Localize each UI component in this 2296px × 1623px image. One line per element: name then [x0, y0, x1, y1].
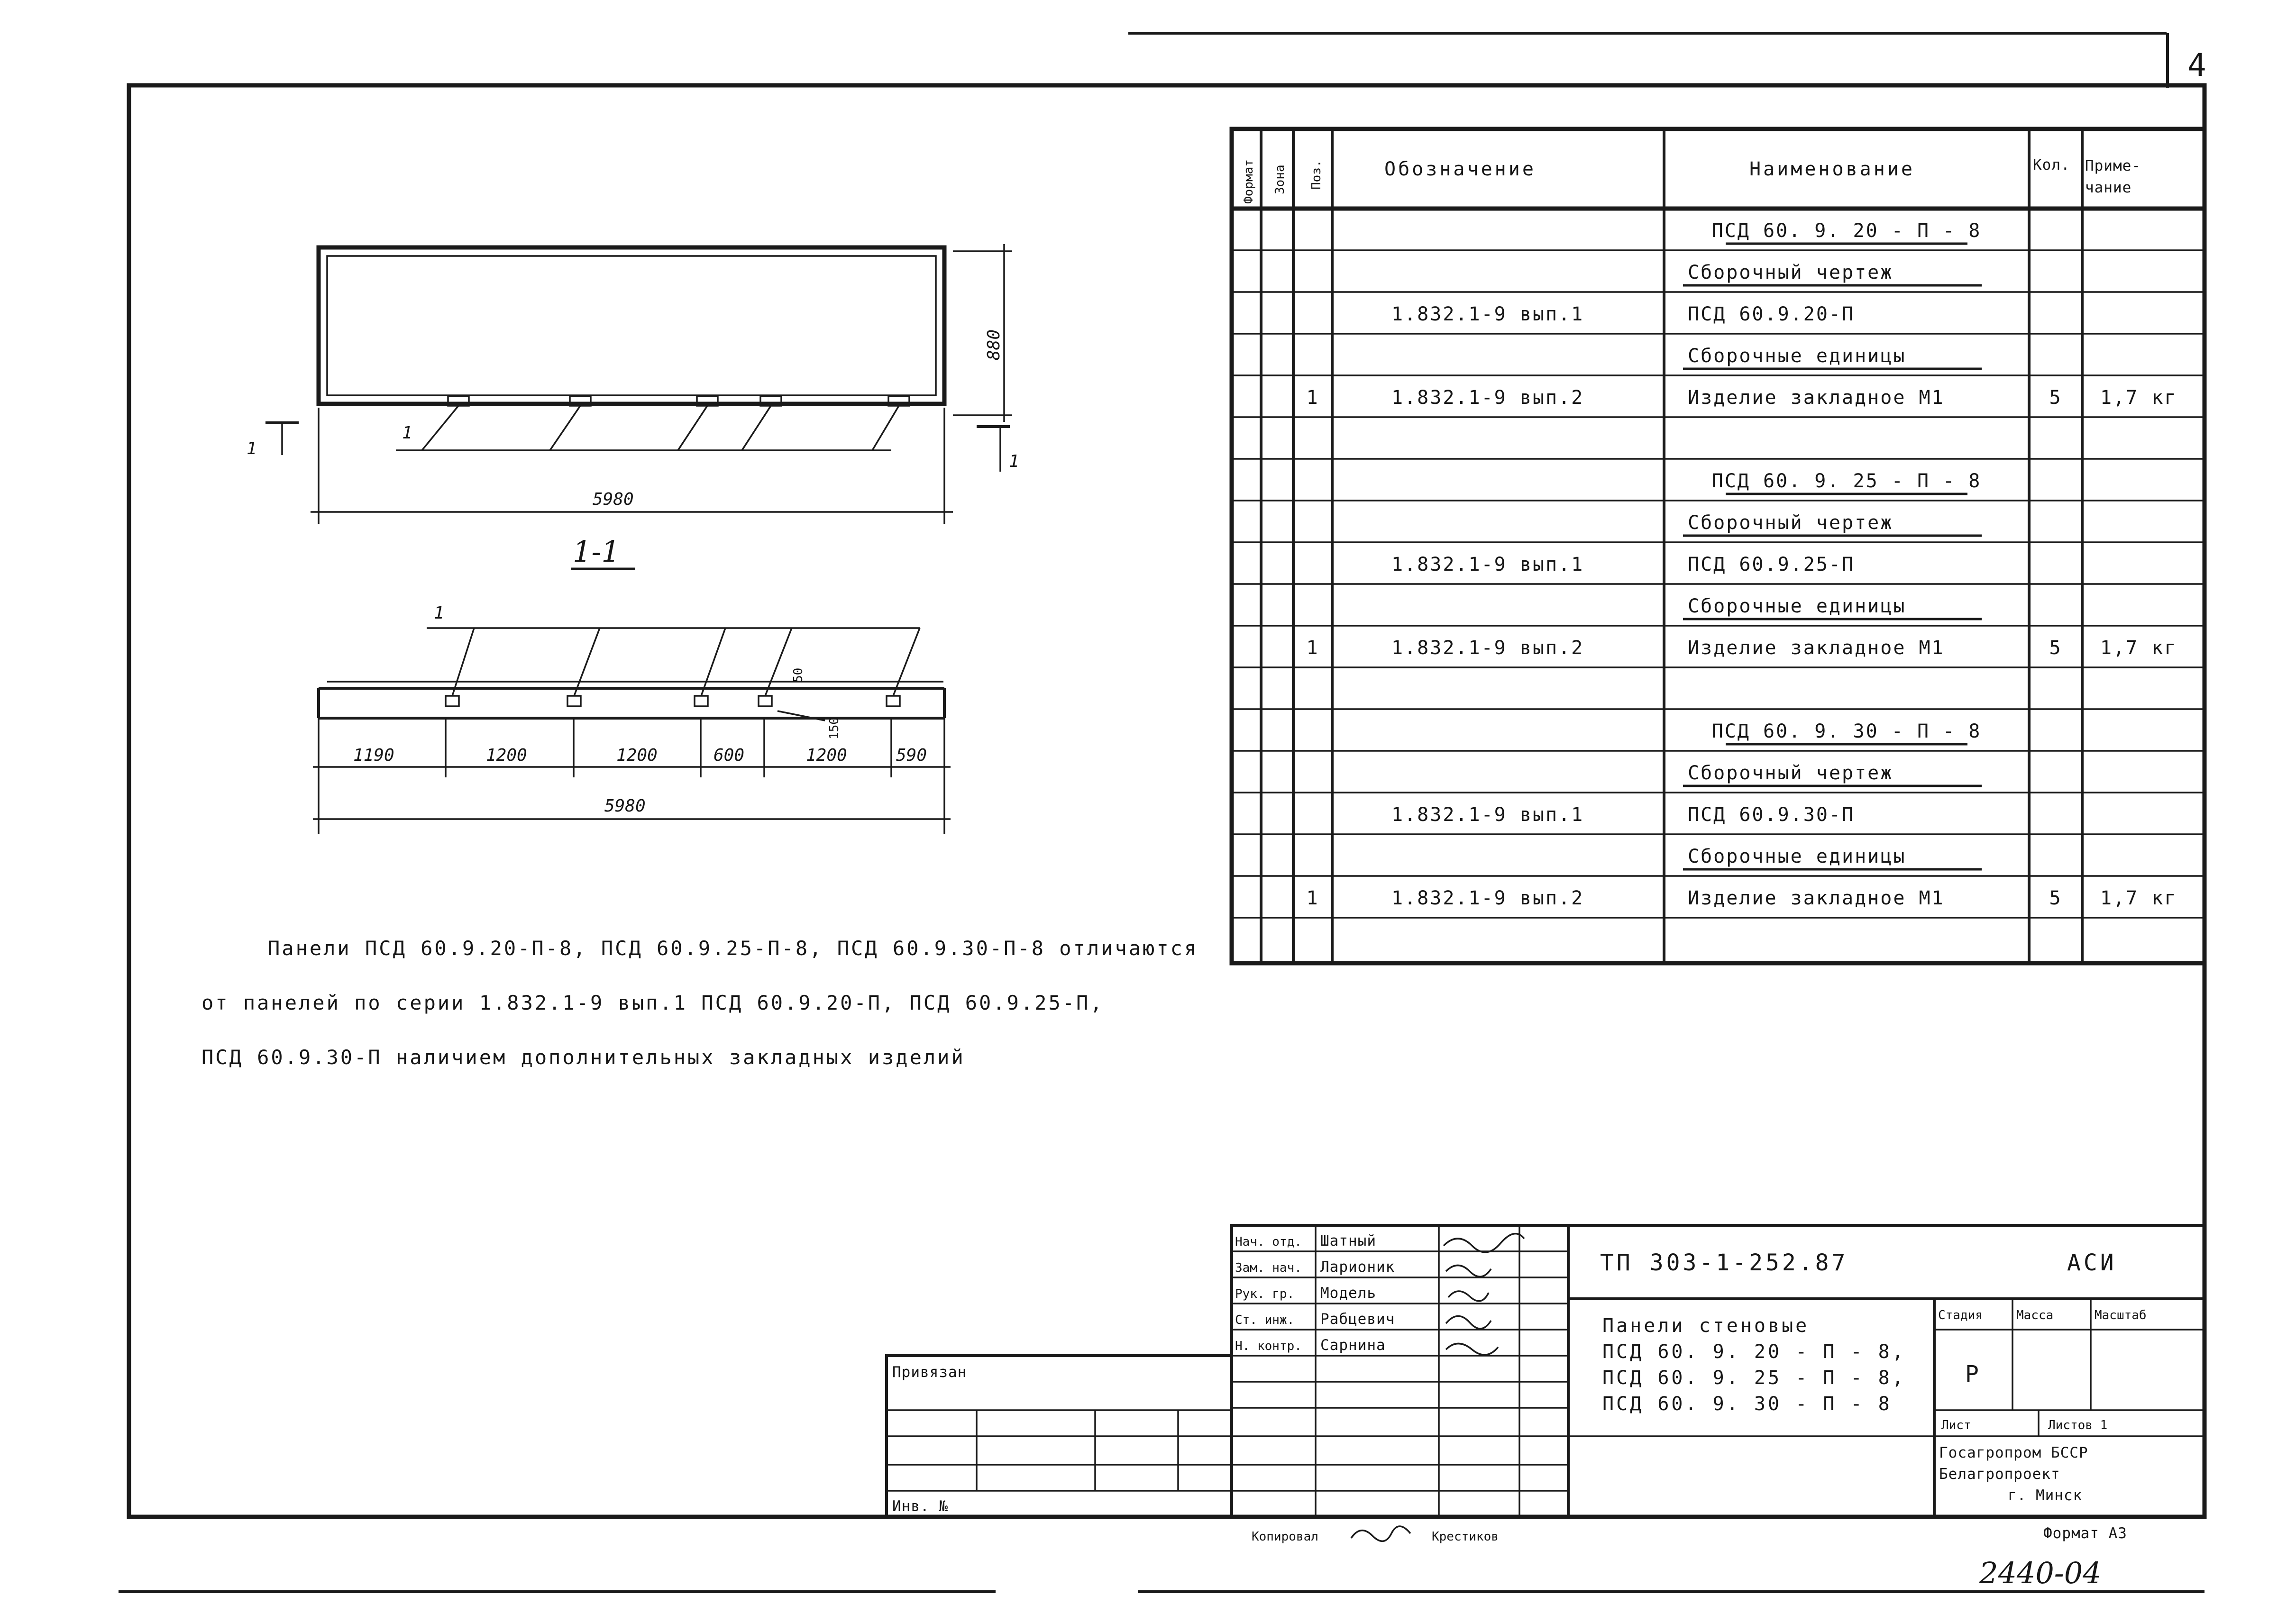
dim-chain-value: 590 — [896, 746, 927, 765]
spec-cell-designation: 1.832.1-9 вып.1 — [1391, 303, 1584, 325]
spec-cell-note: 1,7 кг — [2100, 387, 2177, 409]
header-designation: Обозначение — [1384, 158, 1536, 180]
specification-table — [1232, 129, 2205, 963]
staff-role: Н. контр. — [1235, 1339, 1302, 1353]
header-name: Наименование — [1749, 158, 1915, 180]
staff-name: Сарнина — [1320, 1337, 1386, 1354]
drawing-title-line: ПСД 60. 9. 20 - П - 8, — [1602, 1341, 1906, 1363]
spec-cell-designation: 1.832.1-9 вып.2 — [1391, 637, 1584, 659]
inventory-label: Инв. № — [892, 1498, 948, 1515]
spec-cell-designation: 1.832.1-9 вып.2 — [1391, 387, 1584, 409]
sheets-label: Листов 1 — [2048, 1418, 2108, 1432]
scale-label: Масштаб — [2095, 1308, 2147, 1322]
leader-line — [765, 628, 792, 696]
header-note-line1: Приме- — [2085, 157, 2141, 174]
dim-chain-value: 600 — [713, 746, 745, 765]
staff-name: Шатный — [1320, 1232, 1376, 1249]
copied-label: Копировал — [1252, 1530, 1318, 1544]
leader-line — [701, 628, 725, 696]
staff-name: Модель — [1320, 1285, 1376, 1302]
drawing-note — [201, 937, 1198, 1069]
dim-small-top: 50 — [791, 667, 805, 683]
document-number: 2440-04 — [1979, 1556, 2102, 1590]
note-line: ПСД 60.9.30-П наличием дополнительных закладных изделий — [201, 1046, 965, 1069]
stage-label: Стадия — [1938, 1308, 1983, 1322]
spec-cell-pos: 1 — [1306, 887, 1319, 909]
spec-cell-designation: 1.832.1-9 вып.2 — [1391, 887, 1584, 909]
staff-name: Ларионик — [1320, 1258, 1395, 1276]
header-format: Формат — [1242, 159, 1256, 204]
header-zone: Зона — [1273, 164, 1287, 194]
spec-cell-name: Изделие закладное М1 — [1688, 887, 1945, 909]
spec-cell-name: Сборочные единицы — [1688, 595, 1906, 617]
dim-height-value: 880 — [984, 329, 1004, 360]
page-number: 4 — [2187, 47, 2206, 83]
section-code: АСИ — [2067, 1249, 2117, 1276]
spec-cell-name: Изделие закладное М1 — [1688, 637, 1945, 659]
leader-line — [452, 628, 474, 696]
spec-cell-name: ПСД 60. 9. 30 - П - 8 — [1711, 720, 1982, 742]
dim-chain-value: 1200 — [616, 746, 658, 765]
sheet-label: Лист — [1941, 1418, 1971, 1432]
leader-line — [893, 628, 920, 696]
format-label: Формат А3 — [2043, 1525, 2127, 1542]
spec-cell-pos: 1 — [1306, 387, 1319, 409]
staff-role: Ст. инж. — [1235, 1313, 1295, 1327]
spec-cell-designation: 1.832.1-9 вып.1 — [1391, 804, 1584, 826]
title-block — [887, 1225, 2205, 1517]
header-note-line2: чание — [2085, 179, 2132, 196]
drawing-title-line: ПСД 60. 9. 25 - П - 8, — [1602, 1367, 1906, 1389]
staff-role: Рук. гр. — [1235, 1287, 1295, 1301]
org-line: г. Минск — [2008, 1487, 2083, 1504]
org-line: Госагропром БССР — [1939, 1444, 2088, 1461]
leader-line — [574, 628, 600, 696]
staff-role: Зам. нач. — [1235, 1261, 1302, 1275]
header-qty: Кол. — [2033, 156, 2070, 173]
section-title: 1-1 — [573, 534, 620, 569]
spec-cell-qty: 5 — [2049, 637, 2062, 659]
leader-line — [678, 406, 707, 450]
dim-length-value: 5980 — [593, 490, 634, 509]
spec-cell-note: 1,7 кг — [2100, 637, 2177, 659]
drawing-title-line: ПСД 60. 9. 30 - П - 8 — [1602, 1393, 1892, 1415]
spec-cell-qty: 5 — [2049, 887, 2062, 909]
staff-name: Рабцевич — [1320, 1311, 1395, 1328]
dim-chain-value: 1190 — [353, 746, 394, 765]
panel-outline-outer — [319, 247, 944, 404]
embedded-plate — [567, 696, 581, 706]
leader-line — [742, 406, 771, 450]
spec-cell-name: ПСД 60. 9. 20 - П - 8 — [1711, 220, 1982, 242]
embedded-plate — [695, 696, 708, 706]
staff-role: Нач. отд. — [1235, 1235, 1302, 1249]
org-line: Белагропроект — [1939, 1466, 2060, 1483]
section-mark-label-right: 1 — [1009, 452, 1019, 471]
copier-signature — [1351, 1526, 1410, 1541]
header-note — [2085, 157, 2141, 196]
stage-value: Р — [1965, 1361, 1982, 1387]
dim-chain-labels — [353, 746, 927, 765]
leader-label: 1 — [402, 423, 412, 443]
note-line: от панелей по серии 1.832.1-9 вып.1 ПСД 60.9.20-П, ПСД 60.9.25-П, — [201, 991, 1104, 1014]
drawing-title-line: Панели стеновые — [1602, 1315, 1810, 1337]
spec-cell-qty: 5 — [2049, 387, 2062, 409]
spec-cell-name: ПСД 60.9.20-П — [1688, 303, 1855, 325]
leader-line — [550, 406, 580, 450]
dim-total-value: 5980 — [604, 796, 646, 816]
leader-label: 1 — [434, 603, 444, 623]
spec-cell-name: Сборочный чертеж — [1688, 762, 1894, 784]
spec-table-border — [1232, 129, 2205, 963]
spec-cell-name: Сборочный чертеж — [1688, 262, 1894, 283]
panel-elevation-view — [247, 244, 1019, 524]
section-mark-label-left: 1 — [247, 439, 257, 458]
mass-label: Масса — [2016, 1308, 2054, 1322]
spec-cell-name: Сборочные единицы — [1688, 345, 1906, 367]
outer-frame — [129, 85, 2205, 1517]
spec-cell-note: 1,7 кг — [2100, 887, 2177, 909]
spec-cell-name: ПСД 60. 9. 25 - П - 8 — [1711, 470, 1982, 492]
section-view-1-1 — [313, 534, 951, 834]
copier-name: Крестиков — [1432, 1530, 1499, 1544]
spec-cell-designation: 1.832.1-9 вып.1 — [1391, 554, 1584, 575]
spec-cell-name: Сборочные единицы — [1688, 846, 1906, 867]
dim-chain-value: 1200 — [486, 746, 527, 765]
binding-label: Привязан — [892, 1364, 967, 1381]
note-line: Панели ПСД 60.9.20-П-8, ПСД 60.9.25-П-8, ПСД 60.9.30-П-8 отличаются — [268, 937, 1198, 960]
embedded-plate — [887, 696, 900, 706]
embedded-plate — [759, 696, 772, 706]
dim-small-bottom: 150 — [827, 717, 842, 739]
spec-cell-pos: 1 — [1306, 637, 1319, 659]
leader-line — [872, 406, 899, 450]
header-pos: Поз. — [1309, 160, 1324, 190]
spec-cell-name: Изделие закладное М1 — [1688, 387, 1945, 409]
project-code: ТП 303-1-252.87 — [1600, 1249, 1848, 1276]
spec-cell-name: ПСД 60.9.30-П — [1688, 804, 1855, 826]
spec-cell-name: Сборочный чертеж — [1688, 512, 1894, 534]
embedded-plate — [446, 696, 459, 706]
spec-rows — [1232, 220, 2205, 918]
spec-cell-name: ПСД 60.9.25-П — [1688, 554, 1855, 575]
dim-chain-value: 1200 — [806, 746, 847, 765]
leader-line — [422, 406, 458, 450]
panel-outline-inner — [327, 256, 936, 395]
